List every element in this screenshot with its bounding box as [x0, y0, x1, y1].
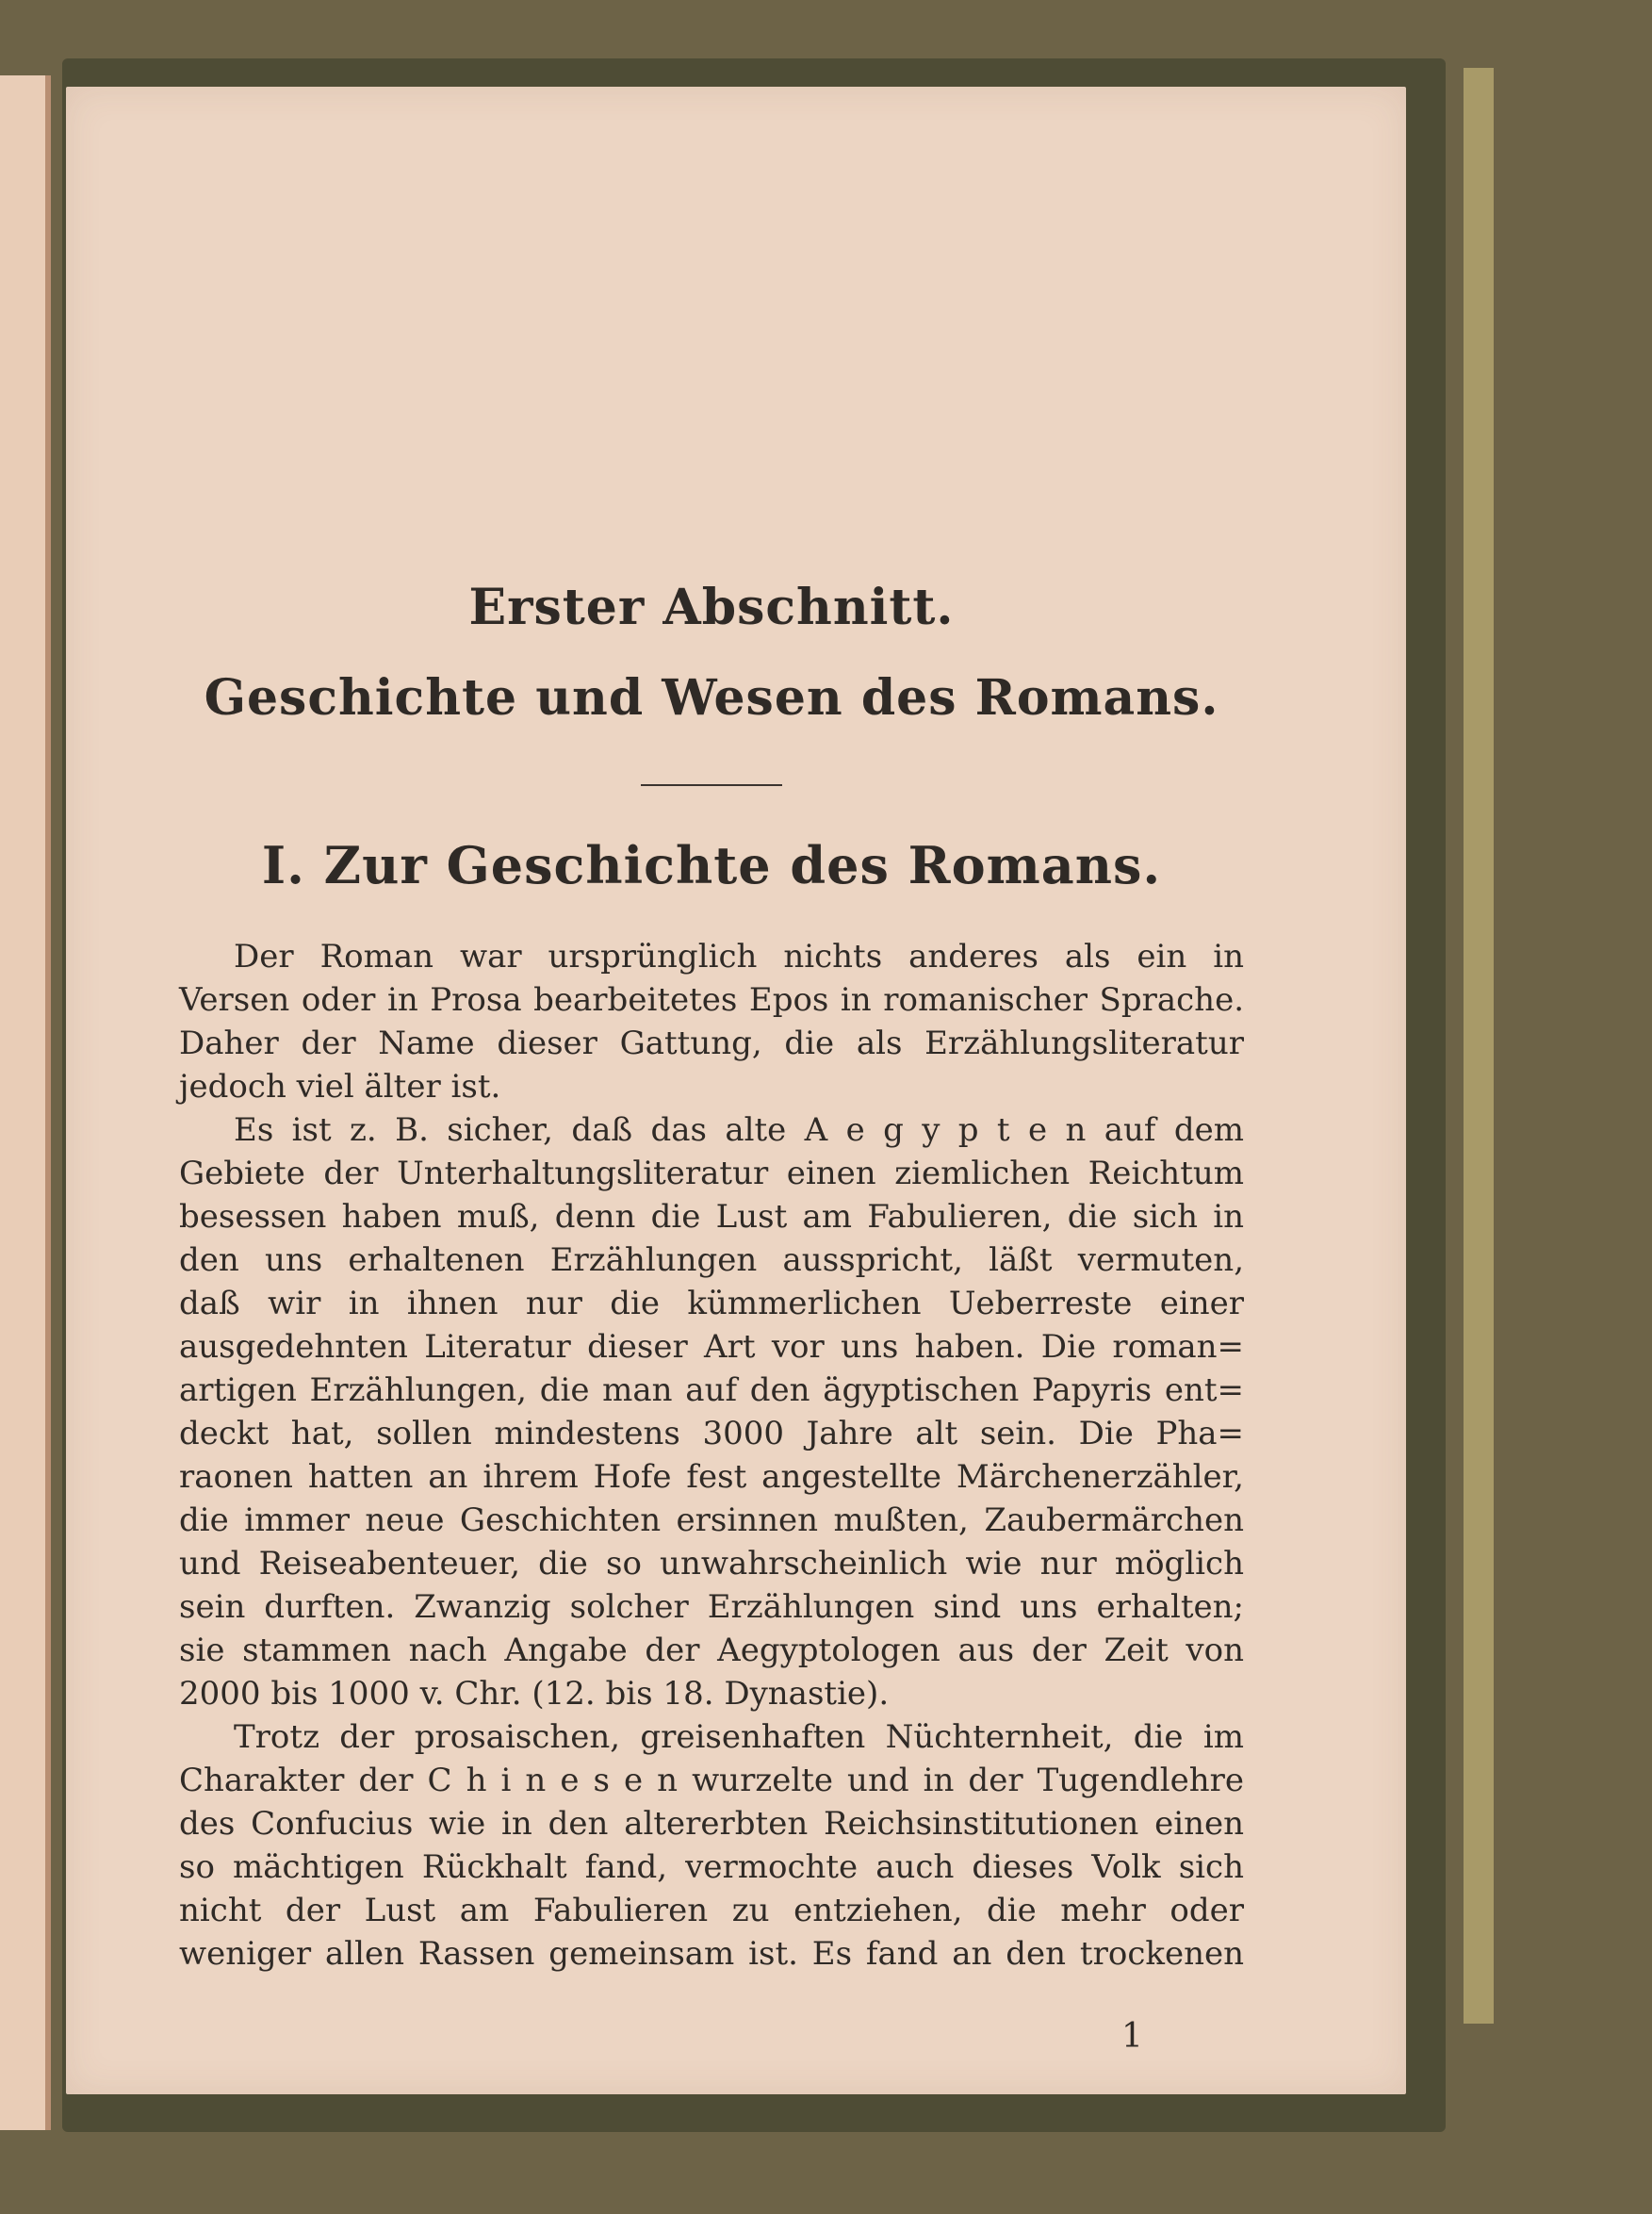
section-title: Erster Abschnitt. — [468, 579, 955, 636]
body-text — [179, 935, 1244, 1976]
body-line: raonen hatten an ihrem Hofe fest angestellte Märchenerzähler, — [179, 1458, 1244, 1496]
body-line: Der Roman war ursprünglich nichts anderes als ein in — [234, 938, 1244, 976]
chapter-title: I. Zur Geschichte des Romans. — [261, 835, 1162, 895]
section-subtitle: Geschichte und Wesen des Romans. — [204, 669, 1219, 727]
cover-edge-strip — [1464, 68, 1494, 2024]
previous-page-edge — [0, 75, 51, 2130]
body-line: sie stammen nach Angabe der Aegyptologen aus der Zeit von — [179, 1632, 1244, 1669]
page-number: 1 — [1121, 2017, 1143, 2056]
body-line: den uns erhaltenen Erzählungen ausspricht, läßt vermuten, — [179, 1241, 1244, 1279]
body-line: ausgedehnten Literatur dieser Art vor uns haben. Die roman= — [179, 1328, 1244, 1366]
body-line: weniger allen Rassen gemeinsam ist. Es fand an den trockenen — [179, 1935, 1244, 1973]
body-line: so mächtigen Rückhalt fand, vermochte auch dieses Volk sich — [179, 1848, 1244, 1886]
body-line: Versen oder in Prosa bearbeitetes Epos in romanischer Sprache. — [179, 981, 1244, 1019]
body-line: artigen Erzählungen, die man auf den ägyptischen Papyris ent= — [179, 1371, 1244, 1409]
body-line: 2000 bis 1000 v. Chr. (12. bis 18. Dynastie). — [179, 1675, 890, 1713]
body-line: die immer neue Geschichten ersinnen mußten, Zaubermärchen — [179, 1501, 1244, 1539]
book-page — [66, 87, 1406, 2094]
body-line: jedoch viel älter ist. — [179, 1068, 501, 1106]
body-line: daß wir in ihnen nur die kümmerlichen Ueberreste einer — [179, 1285, 1244, 1322]
body-line: Es ist z. B. sicher, daß das alte A e g y p t e n auf dem — [234, 1111, 1244, 1149]
body-line: und Reiseabenteuer, die so unwahrscheinlich wie nur möglich — [179, 1545, 1244, 1583]
body-line: Trotz der prosaischen, greisenhaften Nüchternheit, die im — [234, 1718, 1244, 1756]
body-line: des Confucius wie in den altererbten Reichsinstitutionen einen — [179, 1805, 1244, 1843]
body-line: deckt hat, sollen mindestens 3000 Jahre alt sein. Die Pha= — [179, 1415, 1244, 1452]
body-line: besessen haben muß, denn die Lust am Fabulieren, die sich in — [179, 1198, 1244, 1236]
body-line: nicht der Lust am Fabulieren zu entziehen, die mehr oder — [179, 1892, 1244, 1929]
divider-rule — [641, 784, 782, 786]
body-line: sein durften. Zwanzig solcher Erzählungen sind uns erhalten; — [179, 1588, 1244, 1626]
body-line: Gebiete der Unterhaltungsliteratur einen ziemlichen Reichtum — [179, 1155, 1244, 1192]
body-line: Daher der Name dieser Gattung, die als Erzählungsliteratur — [179, 1025, 1244, 1062]
body-line: Charakter der C h i n e s e n wurzelte und in der Tugendlehre — [179, 1762, 1244, 1799]
